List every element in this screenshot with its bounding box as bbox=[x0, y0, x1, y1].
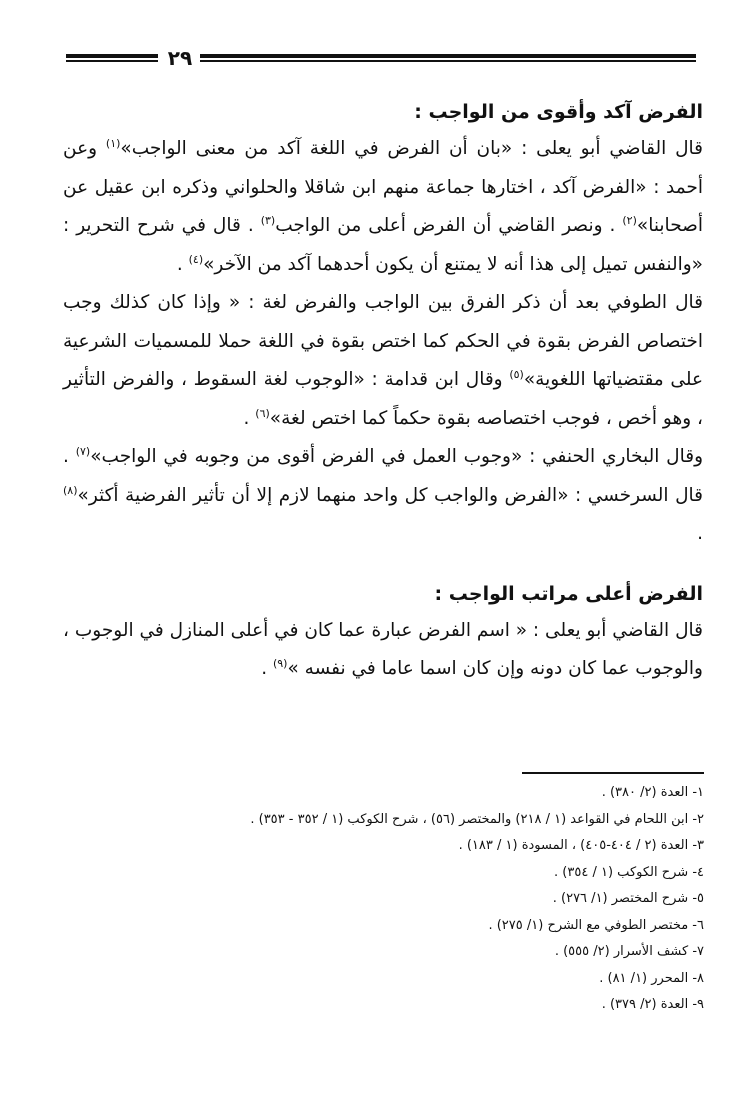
text-run: . bbox=[243, 407, 256, 429]
footnote: ٧- كشف الأسرار (٢/ ٥٥٥) . bbox=[554, 944, 704, 959]
page-header bbox=[66, 44, 696, 74]
text-run: قال الطوفي بعد أن ذكر الفرق بين الواجب والفرض لغة : « وإذا كان كذلك وجب اختصاص الفرض بقوة في الحكم كما اختص بقوة في اللغة حملا للمسميات الشرعية على مقتضياتها اللغوية» bbox=[63, 292, 703, 390]
footnote: ٩- العدة (٢/ ٣٧٩) . bbox=[601, 997, 704, 1012]
section-heading: الفرض آكد وأقوى من الواجب : bbox=[414, 101, 703, 123]
footnote-marker[interactable]: (١) bbox=[105, 136, 121, 150]
text-run: . قال السرخسي : «الفرض والواجب كل واحد منهما لازم إلا أن تأثير الفرضية أكثر» bbox=[63, 446, 703, 506]
footnote: ٨- المحرر (١/ ٨١) . bbox=[599, 970, 704, 986]
footnote-marker[interactable]: (٢) bbox=[622, 213, 637, 227]
section-heading: الفرض أعلى مراتب الواجب : bbox=[434, 582, 703, 605]
footnote: ٦- مختصر الطوفي مع الشرح (١/ ٢٧٥) . bbox=[488, 917, 704, 933]
footnote-marker[interactable]: (٤) bbox=[188, 252, 204, 266]
main-text bbox=[63, 94, 703, 689]
footnote-marker[interactable]: (٦) bbox=[255, 406, 270, 420]
footnote: ٣- العدة (٢ / ٤٠٤-٤٠٥) ، المسودة (١ / ١٨٣) . bbox=[458, 838, 704, 853]
paragraph bbox=[63, 612, 703, 689]
text-run: قال القاضي أبو يعلى : «بان أن الفرض في اللغة آكد من معنى الواجب» bbox=[120, 138, 703, 159]
text-run: . bbox=[697, 523, 703, 544]
text-run: . ونصر القاضي أن الفرض أعلى من الواجب bbox=[275, 215, 623, 236]
footnote-marker[interactable]: (٧) bbox=[75, 444, 91, 458]
footnote-marker[interactable]: (٥) bbox=[509, 367, 524, 381]
text-run: . bbox=[176, 253, 189, 275]
header-rule-right bbox=[200, 54, 696, 63]
header-rule-left bbox=[66, 54, 158, 63]
footnote-marker[interactable]: (٨) bbox=[63, 483, 78, 497]
text-run: قال القاضي أبو يعلى : « اسم الفرض عبارة عما كان في أعلى المنازل في الوجوب ، والوجوب عما كان دونه وإن كان اسما عاما في نفسه » bbox=[63, 619, 703, 679]
footnote: ١- العدة (٢/ ٣٨٠) . bbox=[601, 785, 704, 800]
text-run: وعن أحمد : «الفرض آكد ، اختارها جماعة منهم ابن شاقلا والحلواني وذكره ابن عقيل عن أصحابنا» bbox=[63, 138, 703, 236]
text-run: . bbox=[261, 658, 273, 679]
footnote: ٢- ابن اللحام في القواعد (١ / ٢١٨) والمختصر (٥٦) ، شرح الكوكب (١ / ٣٥٢ - ٣٥٣) . bbox=[250, 811, 704, 827]
footnote: ٥- شرح المختصر (١/ ٢٧٦) . bbox=[552, 891, 704, 906]
footnote: ٤- شرح الكوكب (١ / ٣٥٤) . bbox=[554, 864, 704, 880]
paragraph bbox=[63, 438, 703, 554]
footnote-marker[interactable]: (٩) bbox=[272, 656, 288, 670]
text-run: وقال البخاري الحنفي : «وجوب العمل في الفرض أقوى من وجوبه في الواجب» bbox=[90, 446, 703, 467]
footnotes bbox=[54, 780, 704, 1019]
footnote-marker[interactable]: (٣) bbox=[260, 213, 276, 227]
text-run: . قال في شرح التحرير : «والنفس تميل إلى هذا أنه لا يمتنع أن يكون أحدهما آكد من الآخر» bbox=[63, 215, 703, 275]
page-number: ٢٩ bbox=[167, 46, 193, 70]
paragraph bbox=[63, 130, 703, 284]
paragraph bbox=[63, 284, 703, 438]
footnote-separator bbox=[522, 772, 704, 774]
text-run: وقال ابن قدامة : «الوجوب لغة السقوط ، والفرض التأثير ، وهو أخص ، فوجب اختصاصه بقوة حكماً كما اختص لغة» bbox=[63, 369, 703, 429]
